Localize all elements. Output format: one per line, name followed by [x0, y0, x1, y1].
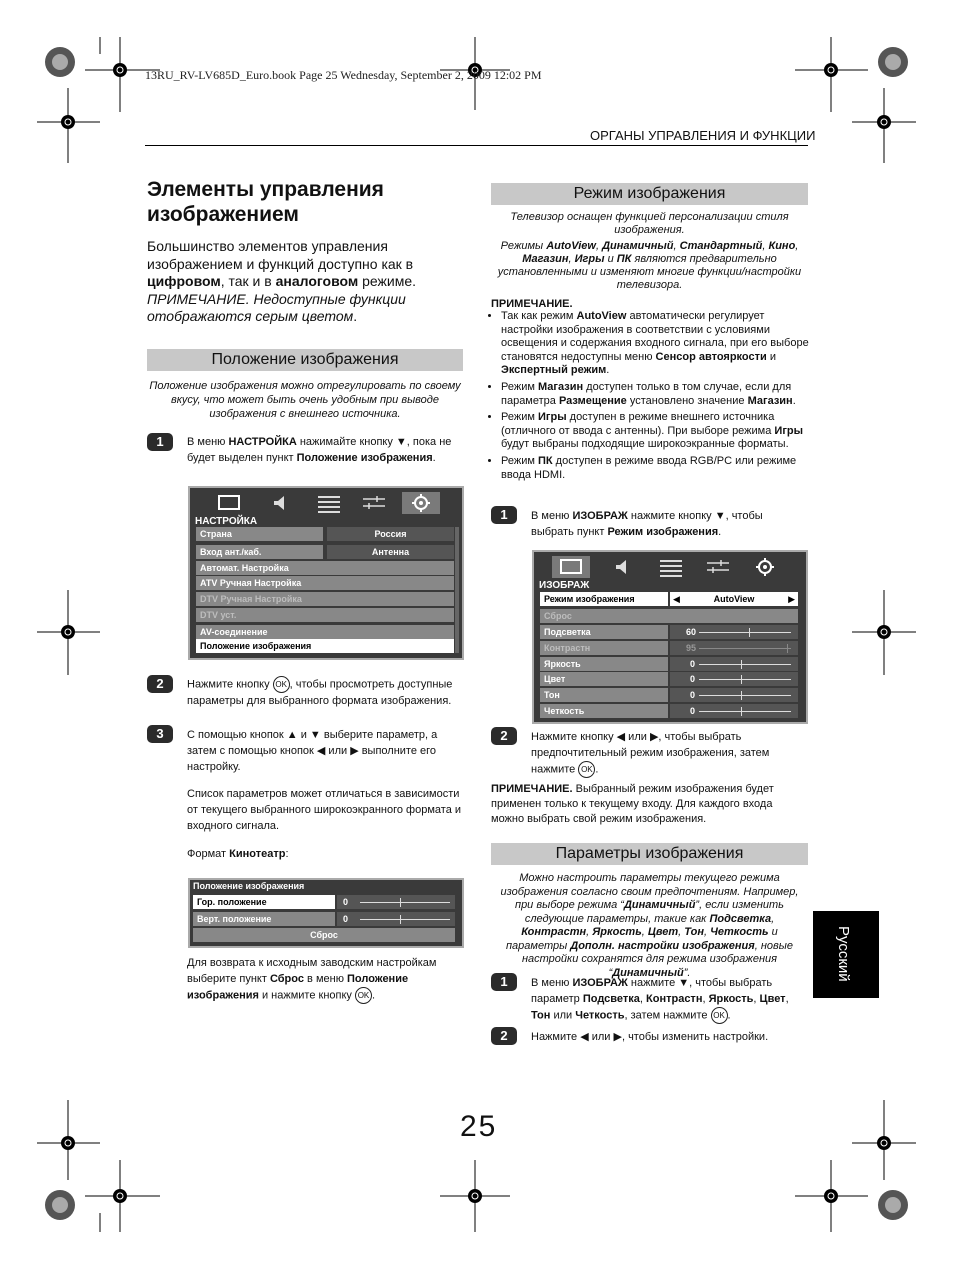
backlight-slider-thumb[interactable]: [749, 628, 750, 637]
sharpness-slider[interactable]: [699, 711, 791, 712]
mode-note-item: • Режим Игры доступен в режиме внешнего источника (отличного от ввода с антенны). При выборе режима Игры будут выбраны подходящие широкоэкранные форматы.: [501, 411, 819, 452]
menu-row-av[interactable]: AV-соединение: [196, 625, 454, 639]
vertical-slider[interactable]: [360, 919, 450, 920]
picture-icon: [210, 492, 248, 514]
menu-scrollbar[interactable]: [455, 527, 459, 653]
mode-step2-text: Нажмите кнопку ◀ или ▶, чтобы выбрать предпочтительный режим изображения, затем нажмите OK .: [531, 729, 799, 778]
format-line: Формат Кинотеатр:: [187, 848, 289, 860]
vertical-slider-thumb[interactable]: [400, 915, 401, 924]
horizontal-slider-thumb[interactable]: [400, 898, 401, 907]
arrow-left-icon[interactable]: ◀: [673, 594, 680, 604]
color-value: 0: [670, 672, 798, 686]
ok-button-icon: OK: [578, 761, 595, 778]
step-badge: 2: [491, 727, 517, 745]
menu-row-picture-mode[interactable]: Режим изображения: [540, 592, 668, 606]
backlight-slider[interactable]: [699, 632, 791, 633]
menu-row-tint[interactable]: Тон: [540, 688, 668, 702]
step-badge: 2: [147, 675, 173, 693]
sound-icon: [602, 556, 640, 578]
brightness-slider[interactable]: [699, 664, 791, 665]
picture-mode-selector[interactable]: ◀ AutoView ▶: [670, 592, 798, 606]
mode-notes-list: [491, 310, 819, 482]
setup-gear-icon: [402, 492, 440, 514]
menu-row-dtv-setup: DTV уст.: [196, 608, 454, 622]
submenu-title: Положение изображения: [193, 881, 305, 891]
submenu-row-vertical[interactable]: Верт. положение: [193, 912, 335, 926]
submenu-value-vertical: 0: [337, 912, 455, 926]
step-badge: 1: [147, 433, 173, 451]
menu-row-sharpness[interactable]: Четкость: [540, 704, 668, 718]
ok-button-icon: OK: [273, 676, 290, 693]
submenu-reset[interactable]: Сброс: [193, 928, 455, 942]
header-rule: [145, 145, 808, 146]
section-header: ОРГАНЫ УПРАВЛЕНИЯ И ФУНКЦИИ: [590, 128, 816, 143]
menu-row-atv[interactable]: ATV Ручная Настройка: [196, 576, 454, 590]
ok-button-icon: OK: [711, 1007, 728, 1024]
menu-title: НАСТРОЙКА: [195, 516, 258, 527]
sharpness-slider-thumb[interactable]: [741, 707, 742, 716]
contrast-slider-thumb[interactable]: [787, 644, 788, 653]
params-description: Можно настроить параметры текущего режима изображения согласно своим предпочтениям. Например, при выборе режима “Динамичный”, если изменить следующие параметры, такие как Подсветка, Контрастн, Яркость, Цвет, Тон, Четкость и параметры Дополн. настройки изображения, новые настройки сохранятся для режима изображения “Динамичный”.: [500, 872, 799, 979]
page-title: Элементы управления изображением: [147, 178, 384, 226]
menu-row-country[interactable]: Страна: [196, 527, 323, 541]
arrow-right-icon[interactable]: ▶: [788, 594, 795, 604]
menu-row-dtv-manual: DTV Ручная Настройка: [196, 592, 454, 606]
mode-note-2: ПРИМЕЧАНИЕ. Выбранный режим изображения будет применен только к текущему входу. Для каждого входа можно выбрать свой режим изображения.: [491, 783, 774, 825]
menu-value-country: Россия: [327, 527, 454, 541]
mode-step1-text: В меню ИЗОБРАЖ нажмите кнопку ▼, чтобы выбрать пункт Режим изображения.: [531, 510, 763, 538]
adjust-icon: [699, 556, 737, 578]
sound-icon: [260, 492, 298, 514]
step-badge: 2: [491, 1027, 517, 1045]
tint-slider[interactable]: [699, 695, 791, 696]
language-tab: Русский: [813, 911, 879, 998]
tint-slider-thumb[interactable]: [741, 691, 742, 700]
menu-row-backlight[interactable]: Подсветка: [540, 625, 668, 639]
menu-row-contrast[interactable]: Контрастн: [540, 641, 668, 655]
contrast-value: 95: [670, 641, 798, 655]
position-step1-text: В меню НАСТРОЙКА нажимайте кнопку ▼, пока не будет выделен пункт Положение изображения.: [187, 436, 452, 464]
print-header: 13RU_RV-LV685D_Euro.book Page 25 Wednesday, September 2, 2009 12:02 PM: [145, 68, 542, 82]
setup-gear-icon: [746, 556, 784, 578]
submenu-row-horizontal[interactable]: Гор. положение: [193, 895, 335, 909]
reset-instructions: Для возврата к исходным заводским настройкам выберите пункт Сброс в меню Положение изображения и нажмите кнопку OK .: [187, 955, 462, 1004]
setup-menu-screen: [188, 486, 464, 660]
menu-row-color[interactable]: Цвет: [540, 672, 668, 686]
params-step2-text: Нажмите ◀ или ▶, чтобы изменить настройки.: [531, 1031, 769, 1043]
position-step3-text: С помощью кнопок ▲ и ▼ выберите параметр, а затем с помощью кнопок ◀ или ▶ выполните его настройку.: [187, 729, 438, 773]
mode-note-item: • Так как режим AutoView автоматически регулирует настройки изображения в соответствии с условиями освещения и содержания входного сигнала, при его выборе становятся недоступны меню Сенсор автояркости и Экспертный режим.: [501, 310, 819, 378]
submenu-value-horizontal: 0: [337, 895, 455, 909]
features-icon: [652, 556, 690, 578]
adjust-icon: [355, 492, 393, 514]
step-badge: 1: [491, 973, 517, 991]
mode-heading: Режим изображения: [491, 183, 808, 205]
menu-value-input: Антенна: [327, 545, 454, 559]
horizontal-slider[interactable]: [360, 902, 450, 903]
menu-title: ИЗОБРАЖ: [539, 580, 590, 591]
position-heading: Положение изображения: [147, 349, 463, 371]
mode-note-label: ПРИМЕЧАНИЕ.: [491, 298, 573, 310]
position-description: Положение изображения можно отрегулировать по своему вкусу, что может быть очень удобным при выводе изображения с внешнего источника.: [149, 380, 461, 420]
intro-paragraph: Большинство элементов управления изображением и функций доступно как в цифровом, так и в аналоговом режиме. ПРИМЕЧАНИЕ. Недоступные функции отображаются серым цветом.: [147, 238, 417, 324]
ok-button-icon: OK: [355, 987, 372, 1004]
backlight-value: 60: [670, 625, 798, 639]
mode-note-item: • Режим ПК доступен в режиме ввода RGB/PC или режиме ввода HDMI.: [501, 455, 819, 482]
tint-value: 0: [670, 688, 798, 702]
menu-row-brightness[interactable]: Яркость: [540, 657, 668, 671]
position-step2-text: Нажмите кнопку OK , чтобы просмотреть доступные параметры для выбранного формата изображения.: [187, 676, 467, 709]
brightness-slider-thumb[interactable]: [741, 660, 742, 669]
menu-row-picture-position[interactable]: Положение изображения: [196, 639, 454, 653]
menu-row-input[interactable]: Вход ант./каб.: [196, 545, 323, 559]
menu-row-reset: Сброс: [540, 609, 798, 623]
params-heading: Параметры изображения: [491, 843, 808, 865]
brightness-value: 0: [670, 657, 798, 671]
picture-menu-screen: [532, 550, 808, 724]
menu-row-autotune[interactable]: Автомат. Настройка: [196, 561, 454, 575]
picture-icon: [552, 556, 590, 578]
position-submenu-screen: [188, 878, 464, 948]
mode-description-2: Режимы AutoView, Динамичный, Стандартный, Кино, Магазин, Игры и ПК являются предварительно установленными и изменяют многие функции/настройки телевизора.: [497, 240, 802, 291]
page-number: 25: [460, 1110, 498, 1143]
params-step1-text: В меню ИЗОБРАЖ нажмите ▼, чтобы выбрать параметр Подсветка, Контрастн, Яркость, Цвет, Тон или Четкость, затем нажмите OK .: [531, 975, 806, 1024]
step-badge: 1: [491, 506, 517, 524]
step-badge: 3: [147, 725, 173, 743]
mode-description-1: Телевизор оснащен функцией персонализации стиля изображения.: [510, 211, 789, 236]
color-slider-thumb[interactable]: [741, 675, 742, 684]
features-icon: [310, 492, 348, 514]
color-slider[interactable]: [699, 679, 791, 680]
sharpness-value: 0: [670, 704, 798, 718]
list-note: Список параметров может отличаться в зависимости от текущего выбранного широкоэкранного формата и входного сигнала.: [187, 788, 462, 832]
mode-note-item: • Режим Магазин доступен только в том случае, если для параметра Размещение установлено значение Магазин.: [501, 381, 819, 408]
contrast-slider[interactable]: [699, 648, 791, 649]
